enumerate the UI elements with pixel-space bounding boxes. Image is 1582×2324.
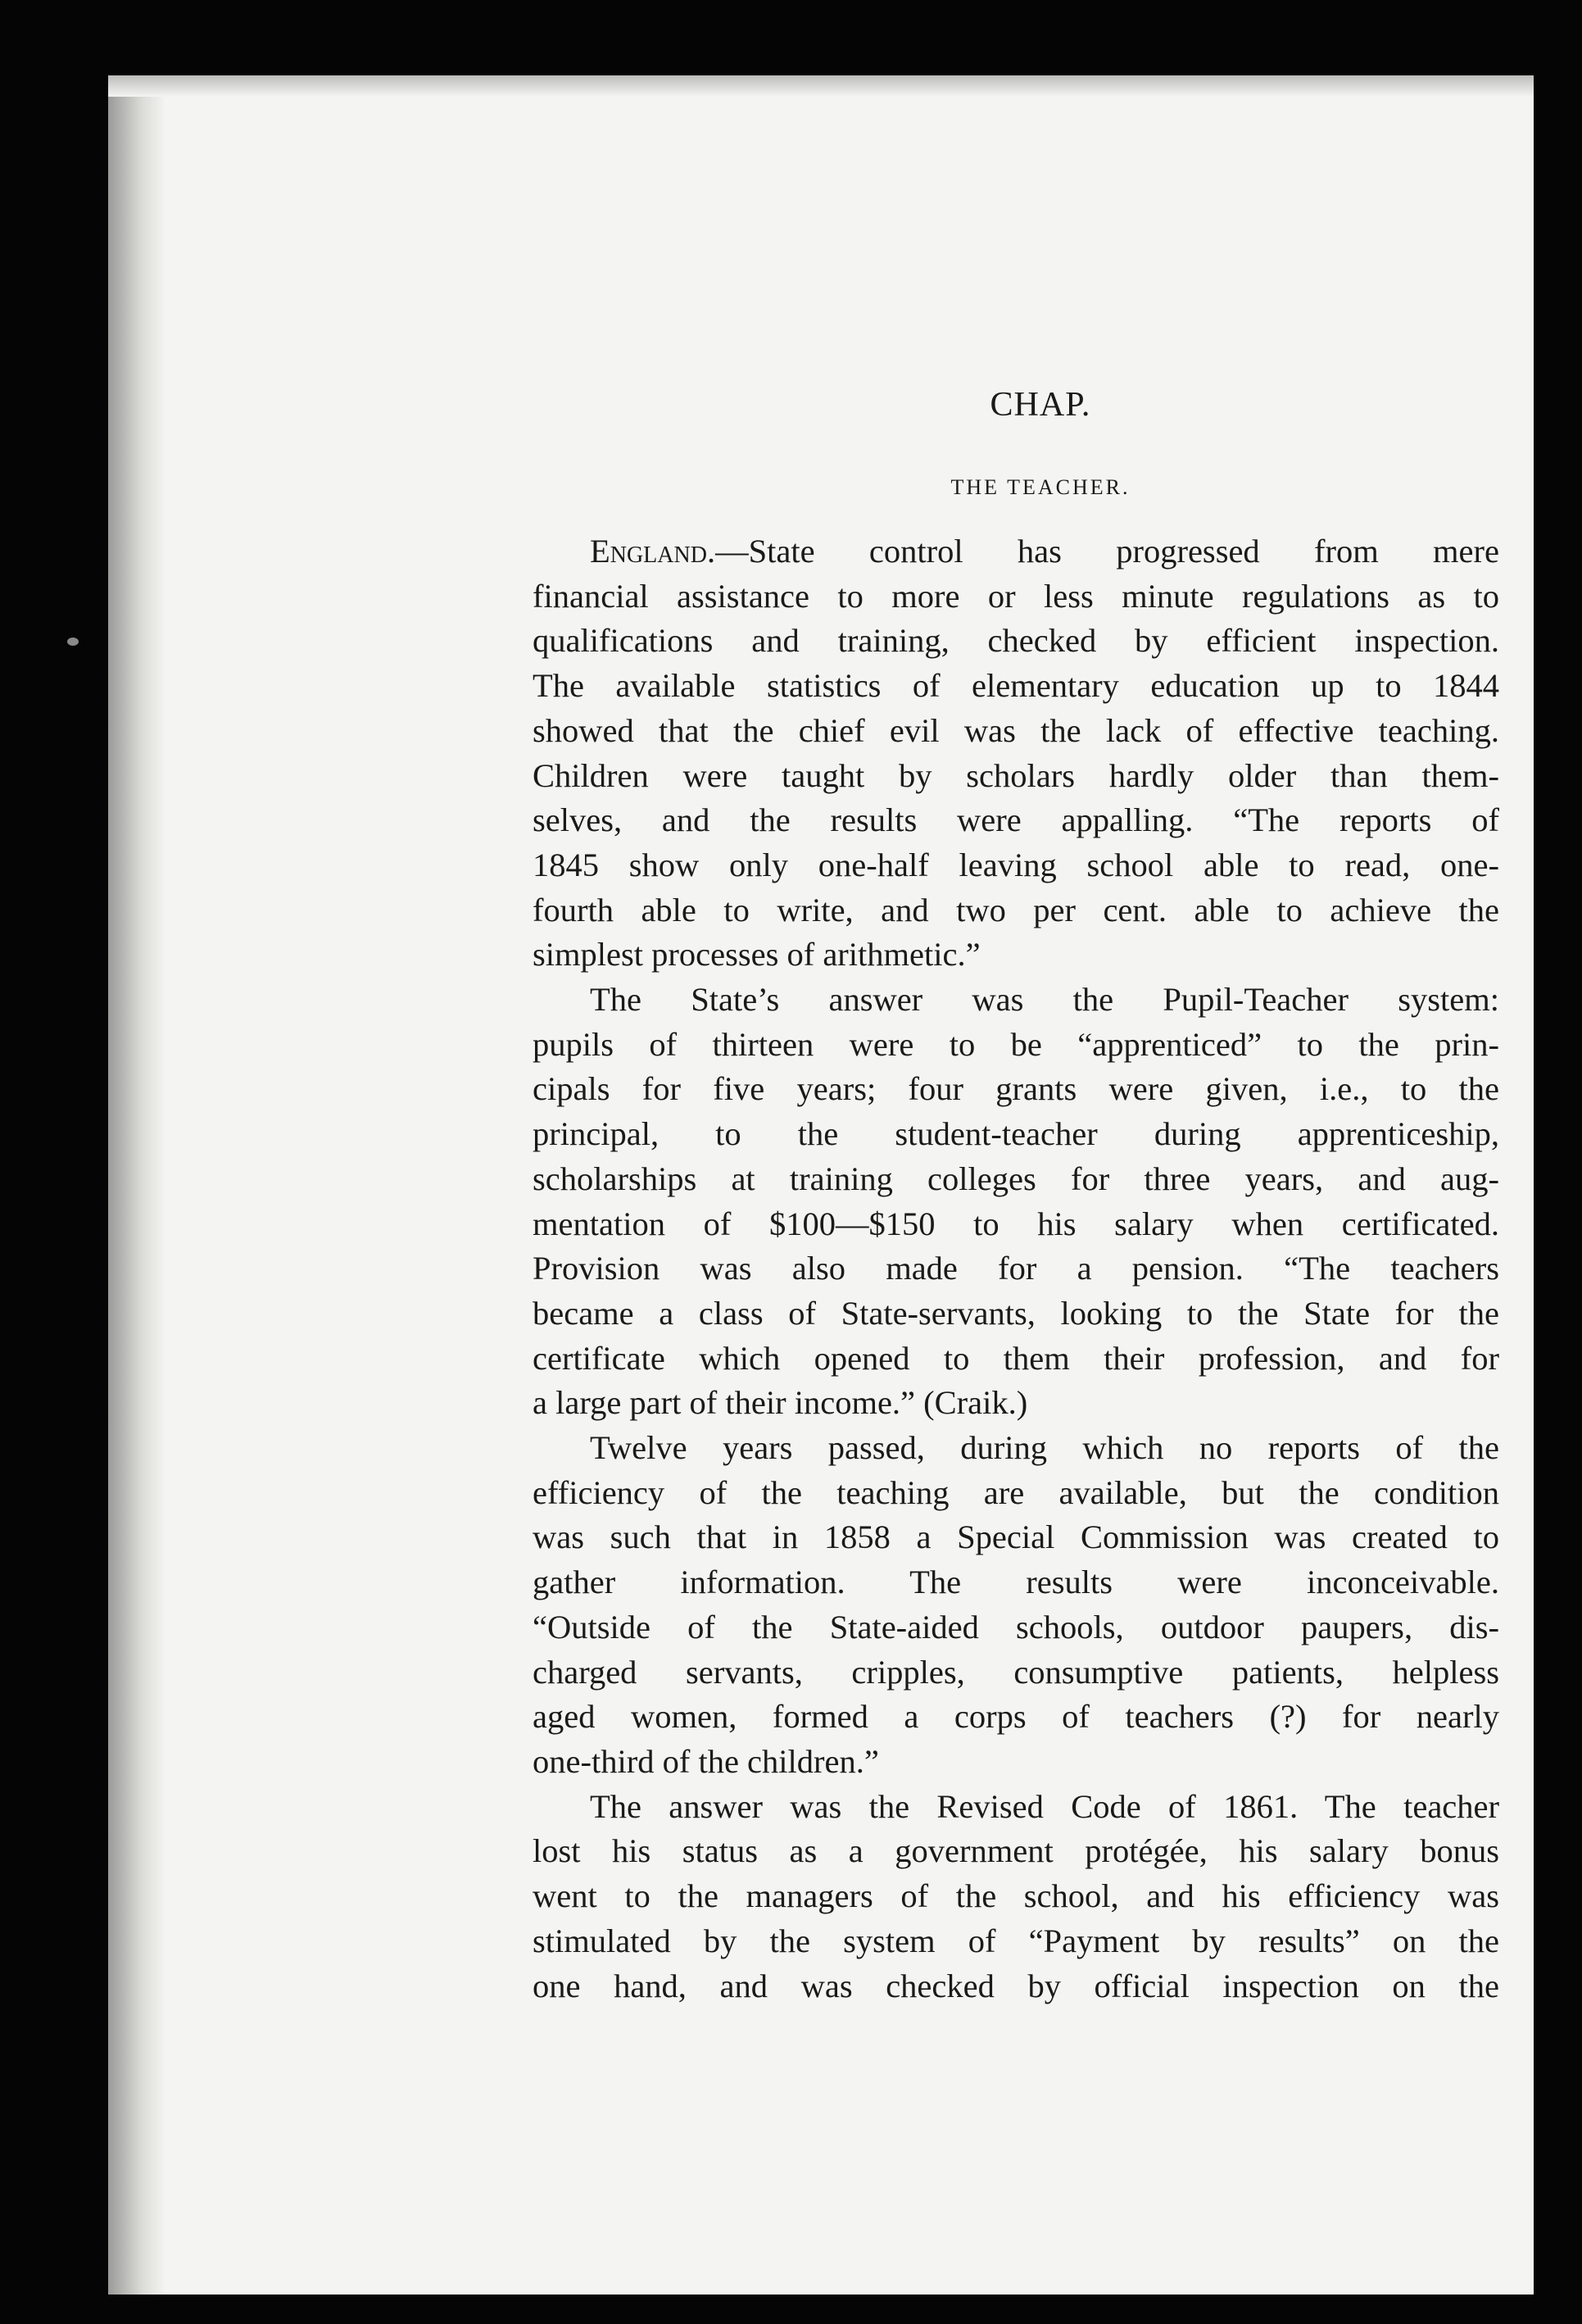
text-line: one hand, and was checked by official inspection on the xyxy=(533,1967,1499,2004)
top-edge-shadow xyxy=(108,75,1534,97)
text-line: “Outside of the State-aided schools, outdoor paupers, dis- xyxy=(533,1608,1499,1645)
text-block xyxy=(533,385,1499,2009)
text-line: showed that the chief evil was the lack of effective teaching. xyxy=(533,711,1499,749)
text-line: gather information. The results were inconceivable. xyxy=(533,1564,1499,1601)
margin-speck xyxy=(67,638,79,646)
text-line: The State’s answer was the Pupil-Teacher system: xyxy=(590,981,1499,1019)
text-line: The available statistics of elementary education up to 1844 xyxy=(533,667,1499,705)
text-line: a large part of their income.” (Craik.) xyxy=(533,1384,1028,1422)
text-line: went to the managers of the school, and his efficiency was xyxy=(533,1877,1499,1915)
text-line: mentation of $100—$150 to his salary when certificated. xyxy=(533,1205,1499,1242)
text-line: charged servants, cripples, consumptive patients, helpless xyxy=(533,1653,1499,1691)
text-line: Children were taught by scholars hardly older than them- xyxy=(533,756,1499,794)
text-line: The answer was the Revised Code of 1861. The teacher xyxy=(590,1787,1499,1825)
section-title: THE TEACHER. xyxy=(950,475,1131,499)
chapter-heading: CHAP. xyxy=(990,386,1091,424)
text-line: became a class of State-servants, looking to the State for the xyxy=(533,1294,1499,1332)
text-line: cipals for five years; four grants were given, i.e., to the xyxy=(533,1070,1499,1108)
text-line: 1845 show only one-half leaving school able to read, one- xyxy=(533,846,1499,883)
text-line: stimulated by the system of “Payment by results” on the xyxy=(533,1922,1499,1959)
paragraph-revised-code xyxy=(533,1785,1499,2009)
text-line xyxy=(533,529,1499,574)
text-line: principal, to the student-teacher during apprenticeship, xyxy=(533,1115,1499,1153)
text-line: was such that in 1858 a Special Commission was created to xyxy=(533,1518,1499,1556)
lead-word: England. xyxy=(590,533,716,570)
text-line: financial assistance to more or less minute regulations as to xyxy=(533,577,1499,615)
text-line: Provision was also made for a pension. “The teachers xyxy=(533,1250,1499,1287)
binding-edge-shadow xyxy=(108,75,165,2294)
text-line: Twelve years passed, during which no reports of the xyxy=(590,1429,1499,1467)
text-line: aged women, formed a corps of teachers (?) for nearly xyxy=(533,1698,1499,1736)
text-line: selves, and the results were appalling. “The reports of xyxy=(533,801,1499,839)
text-line: certificate which opened to them their profession, and for xyxy=(533,1339,1499,1377)
text-line: simplest processes of arithmetic.” xyxy=(533,936,981,974)
text-line: scholarships at training colleges for three years, and aug- xyxy=(533,1160,1499,1197)
text-line: qualifications and training, checked by efficient inspection. xyxy=(533,622,1499,660)
text-line: one-third of the children.” xyxy=(533,1742,879,1780)
paragraph-england xyxy=(533,529,1499,978)
text-line-content: —State control has progressed from mere xyxy=(715,533,1499,570)
text-line: efficiency of the teaching are available, but the condition xyxy=(533,1473,1499,1511)
text-line: fourth able to write, and two per cent. able to achieve the xyxy=(533,891,1499,928)
text-line: lost his status as a government protégée, his salary bonus xyxy=(533,1832,1499,1870)
paragraph-commission xyxy=(533,1426,1499,1785)
paragraph-pupil-teacher xyxy=(533,978,1499,1426)
text-line: pupils of thirteen were to be “apprenticed” to the prin- xyxy=(533,1025,1499,1063)
